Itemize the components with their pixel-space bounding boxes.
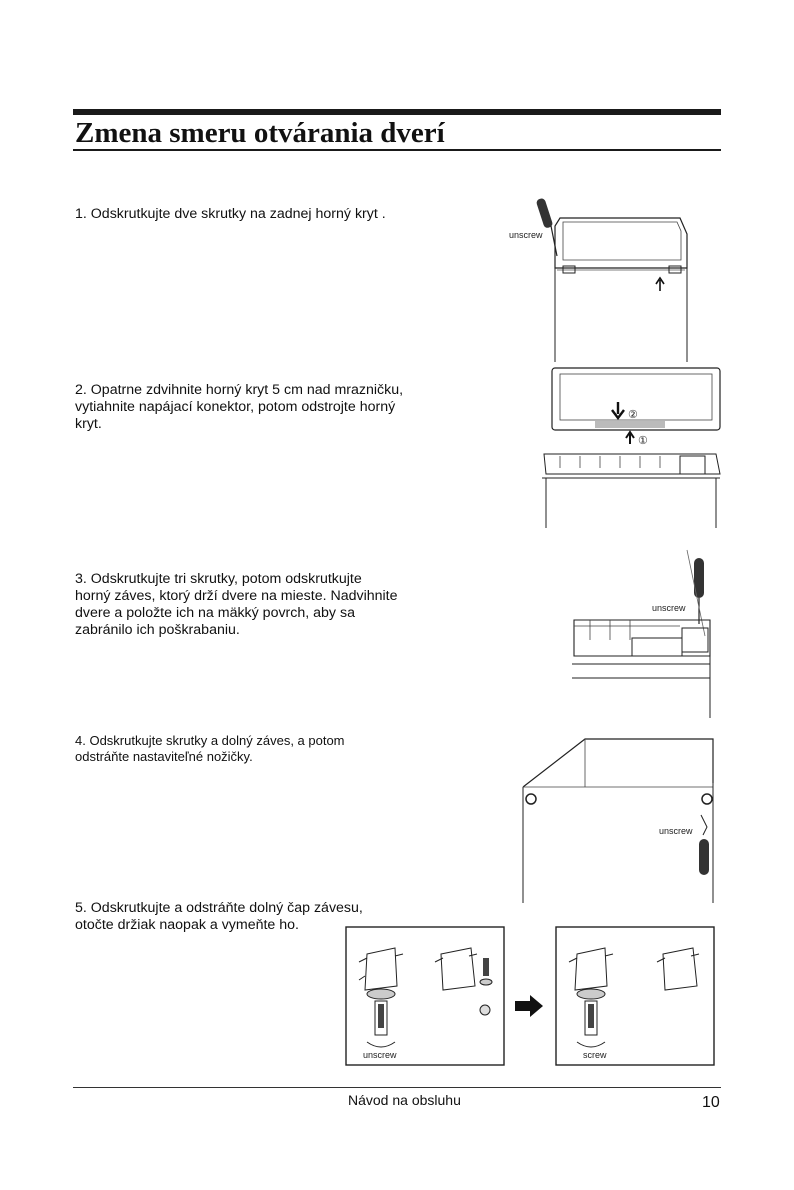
figure-step-5-right: [555, 926, 715, 1066]
step-3-line-3: dvere a položte ich na mäkký povrch, aby sa: [75, 605, 355, 621]
step-3-text: [75, 571, 398, 639]
step-4-line-1: 4. Odskrutkujte skrutky a dolný záves, a potom: [75, 733, 345, 748]
step-4-line-2: odstráňte nastaviteľné nožičky.: [75, 749, 253, 764]
figure-step-1: [505, 196, 705, 366]
fig1-unscrew-label: unscrew: [509, 230, 543, 240]
figure-step-5-left: [345, 926, 505, 1066]
fig5-unscrew-label: unscrew: [363, 1050, 397, 1060]
title-divider: [73, 149, 721, 151]
footer-divider: [73, 1087, 721, 1088]
fig2-marker-1: ①: [638, 435, 648, 447]
figure-step-2: [540, 366, 725, 531]
step-2-line-2: vytiahnite napájací konektor, potom odstrojte horný: [75, 399, 396, 415]
page-number: 10: [702, 1094, 720, 1111]
step-2-line-1: 2. Opatrne zdvihnite horný kryt 5 cm nad mrazničku,: [75, 382, 404, 398]
step-2-line-3: kryt.: [75, 416, 102, 432]
step-1-text: 1. Odskrutkujte dve skrutky na zadnej horný kryt .: [75, 206, 386, 222]
step-5-line-2: otočte držiak naopak a vymeňte ho.: [75, 917, 299, 933]
step-3-line-4: zabránilo ich poškrabaniu.: [75, 622, 240, 638]
fig4-unscrew-label: unscrew: [659, 826, 693, 836]
arrow-icon: [513, 994, 545, 1018]
step-5-line-1: 5. Odskrutkujte a odstráňte dolný čap závesu,: [75, 900, 363, 916]
fig5-screw-label: screw: [583, 1050, 607, 1060]
figure-step-3: [570, 546, 720, 721]
fig3-unscrew-label: unscrew: [652, 603, 686, 613]
footer-title: Návod na obsluhu: [348, 1092, 461, 1108]
step-4-text: [75, 733, 345, 765]
step-3-line-1: 3. Odskrutkujte tri skrutky, potom odskrutkujte: [75, 571, 362, 587]
step-5-text: [75, 900, 363, 934]
page-title: Zmena smeru otvárania dverí: [75, 117, 445, 149]
step-3-line-2: horný záves, ktorý drží dvere na mieste. Nadvihnite: [75, 588, 398, 604]
step-2-text: [75, 382, 403, 433]
fig2-marker-2: ②: [628, 409, 638, 421]
header-bar: [73, 109, 721, 115]
figure-step-4: [515, 735, 725, 905]
